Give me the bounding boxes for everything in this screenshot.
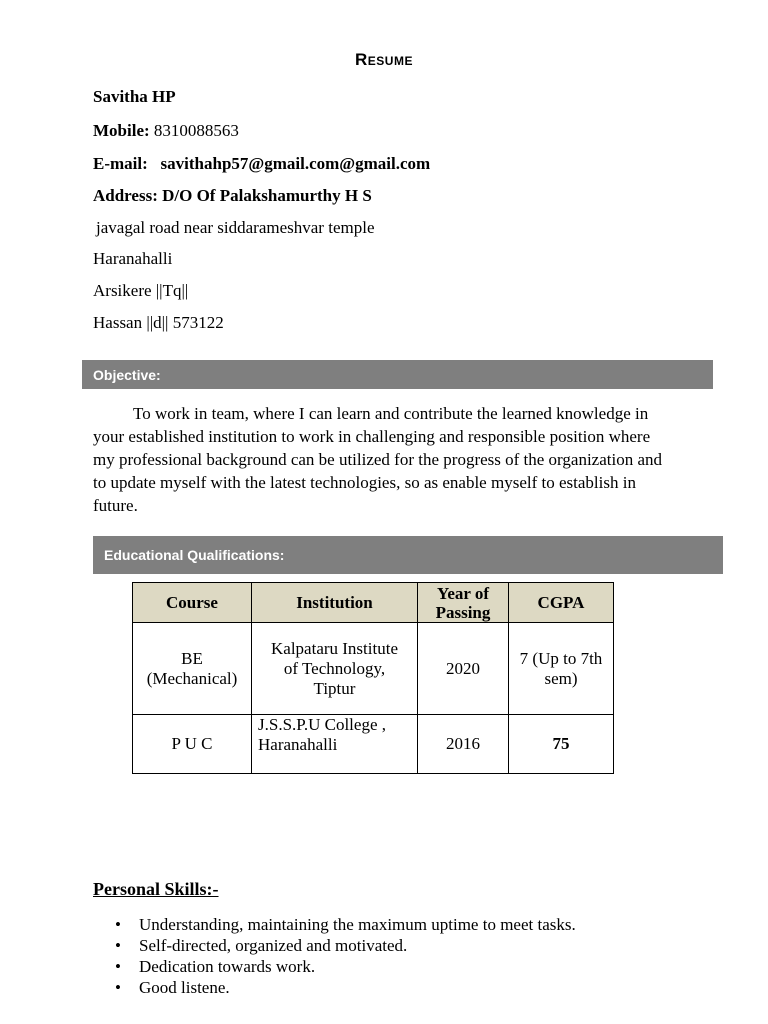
list-item [115, 935, 576, 956]
address-line-1: javagal road near siddarameshvar temple [96, 218, 375, 237]
objective-heading [82, 360, 713, 389]
email-row [93, 154, 430, 174]
cell-cgpa [509, 623, 614, 715]
skill-text: Self-directed, organized and motivated. [139, 936, 408, 955]
objective-body: To work in team, where I can learn and contribute the learned knowledge in your established institution to work in challenging and responsible position where my professional background can be utilized for the progress of the organization and to update myself with the latest technologies, so as enable myself to establish in future. [93, 404, 663, 515]
cell-institution-text: J.S.S.P.U College , Haranahalli [258, 715, 386, 754]
cell-institution [252, 623, 418, 715]
table-row [133, 623, 614, 715]
table-header-row [133, 583, 614, 623]
bullet-icon: • [115, 957, 121, 976]
education-heading-text: Educational Qualifications: [104, 547, 285, 563]
header-cgpa: CGPA [509, 583, 614, 623]
list-item [115, 977, 576, 998]
cell-course: P U C [133, 715, 252, 774]
candidate-name: Savitha HP [93, 87, 176, 106]
header-institution: Institution [252, 583, 418, 623]
skill-text: Dedication towards work. [139, 957, 316, 976]
email-value: savithahp57@gmail.com@gmail.com [160, 154, 431, 173]
email-label: E-mail: [93, 154, 148, 173]
header-course: Course [133, 583, 252, 623]
skills-heading: Personal Skills:- [93, 879, 219, 899]
objective-heading-text: Objective: [93, 366, 161, 383]
skills-list [93, 914, 576, 998]
mobile-row [93, 121, 239, 141]
table-row [133, 715, 614, 774]
bullet-icon: • [115, 915, 121, 934]
cell-cgpa-text: 7 (Up to 7th sem) [519, 648, 603, 688]
cell-year: 2016 [418, 715, 509, 774]
bullet-icon: • [115, 936, 121, 955]
header-year [418, 583, 509, 623]
objective-text [93, 402, 673, 517]
address-line-4: Hassan ||d|| 573122 [93, 313, 224, 332]
cell-institution-text: Kalpataru Institute of Technology, Tiptur [271, 638, 398, 698]
mobile-label: Mobile: [93, 121, 150, 140]
list-item [115, 956, 576, 977]
header-year-text: Year of Passing [435, 583, 491, 622]
address-line-3: Arsikere ||Tq|| [93, 281, 189, 300]
skill-text: Good listene. [139, 978, 230, 997]
resume-title: Resume [355, 50, 413, 69]
cell-cgpa: 75 [509, 715, 614, 774]
cell-institution [252, 715, 418, 774]
cell-course [133, 623, 252, 715]
address-label: Address: D/O Of Palakshamurthy H S [93, 186, 372, 205]
cell-year: 2020 [418, 623, 509, 715]
list-item [115, 914, 576, 935]
skill-text: Understanding, maintaining the maximum uptime to meet tasks. [139, 915, 576, 934]
mobile-value: 8310088563 [153, 121, 239, 140]
education-heading [93, 536, 723, 574]
address-line-2: Haranahalli [93, 249, 173, 268]
cell-course-text: BE (Mechanical) [146, 648, 238, 688]
bullet-icon: • [115, 978, 121, 997]
education-table [132, 582, 614, 774]
